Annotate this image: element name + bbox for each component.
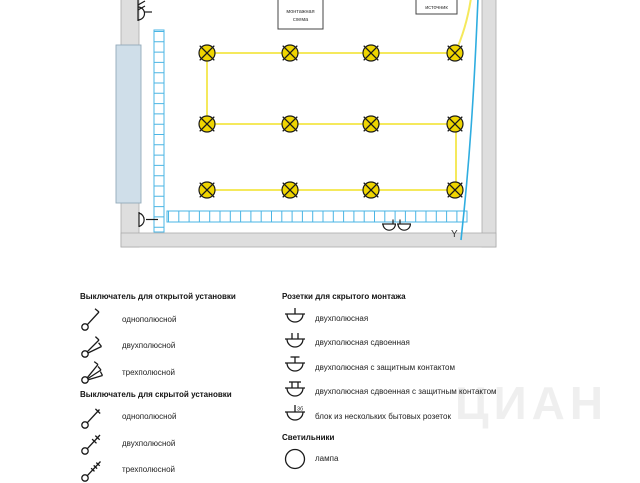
legend-item-label: блок из нескольких бытовых розеток: [315, 412, 451, 421]
lamp-symbol: [447, 116, 463, 132]
cable-feed-curve: [461, 0, 478, 240]
switch-open-1pole-icon: [80, 306, 122, 332]
annotation-text: монтажная: [286, 9, 314, 15]
socket-2pole-icon: [282, 305, 315, 331]
lamp-icon: [282, 446, 315, 472]
legend-column-switches: [80, 288, 280, 483]
legend-item: [80, 430, 280, 457]
legend-item: [80, 306, 280, 333]
socket-2pole-protective-icon: [282, 354, 315, 380]
legend-item-label: двухполюсная сдвоенная с защитным контактом: [315, 387, 497, 396]
legend-item-label: двухполюсной: [122, 341, 175, 350]
lamp-symbol: [199, 182, 215, 198]
lamp-symbol: [363, 45, 379, 61]
junction-label: Y: [451, 229, 458, 240]
legend-section-title: Выключатель для открытой установки: [80, 292, 280, 301]
annotation-box-plan: [278, 0, 323, 29]
legend-item-label: трехполюсной: [122, 465, 175, 474]
legend-section-title: Розетки для скрытого монтажа: [282, 292, 612, 301]
legend-section-title: Выключатель для скрытой установки: [80, 390, 280, 399]
lamp-symbol: [282, 116, 298, 132]
lamp-symbol: [363, 182, 379, 198]
legend-item: [80, 457, 280, 483]
lamp-symbol: [199, 45, 215, 61]
lighting-wiring: [207, 0, 471, 190]
legend-item: [282, 306, 612, 331]
lamp-symbol: [282, 45, 298, 61]
legend-item-label: двухполюсная с защитным контактом: [315, 363, 455, 372]
legend-item: [282, 447, 612, 472]
legend-item: [80, 359, 280, 386]
legend-item-label: однополюсной: [122, 412, 176, 421]
switch-open-2pole-icon: [80, 333, 122, 359]
legend-item-label: трехполюсной: [122, 368, 175, 377]
lamp-symbol: [363, 116, 379, 132]
legend-section-title: Светильники: [282, 433, 612, 442]
lamp-symbol: [199, 116, 215, 132]
wall-switch-symbol-top: [138, 0, 152, 21]
window: [116, 45, 141, 203]
socket-2pole-double-icon: [282, 330, 315, 356]
legend-item-label: двухполюсной: [122, 439, 175, 448]
socket-block-icon: [282, 403, 315, 429]
lamp-symbol: [282, 182, 298, 198]
socket-2pole-double-protective-icon: [282, 379, 315, 405]
switch-concealed-1pole-icon: [80, 404, 122, 430]
switch-concealed-3pole-icon: [80, 457, 122, 483]
legend-item: [80, 333, 280, 360]
annotation-box-source: [416, 0, 457, 14]
svg-text:3б: 3б: [297, 407, 303, 413]
cable-channel-vertical: [154, 30, 164, 232]
legend-item-label: однополюсной: [122, 315, 176, 324]
lamp-symbol: [447, 45, 463, 61]
switch-open-3pole-icon: [80, 359, 122, 385]
lamp-symbol: [447, 182, 463, 198]
legend-item-label: лампа: [315, 454, 338, 463]
legend-item-label: двухполюсная сдвоенная: [315, 338, 410, 347]
legend-item-label: двухполюсная: [315, 314, 368, 323]
annotation-text: схема: [293, 17, 309, 23]
switch-concealed-2pole-icon: [80, 430, 122, 456]
legend-item: [80, 404, 280, 431]
annotation-text: источник: [425, 5, 448, 11]
watermark: ЦИАН: [455, 372, 640, 434]
legend-item: [282, 331, 612, 356]
lamp-grid: [199, 45, 463, 198]
cable-channel-horizontal: [167, 211, 467, 222]
